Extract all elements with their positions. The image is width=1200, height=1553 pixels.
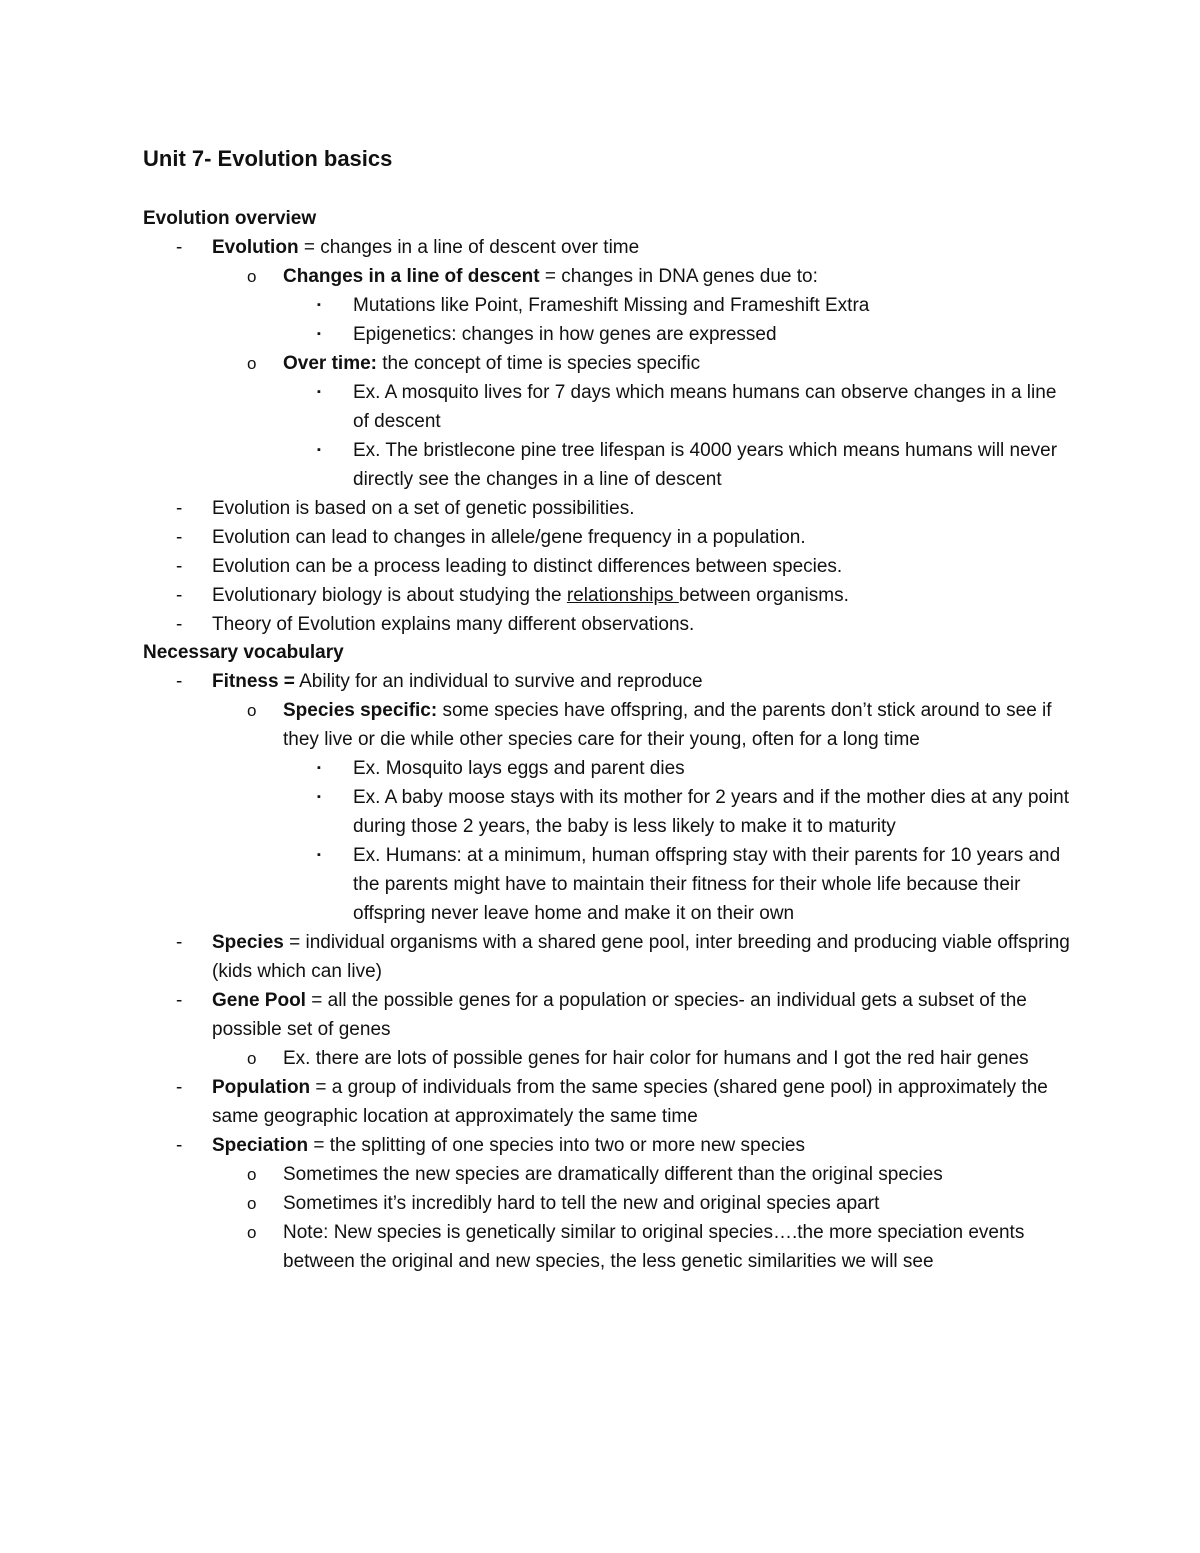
item-text: = all the possible genes for a population or species- an individual gets a subset of the possible set of genes [212,990,1027,1040]
item-text: Sometimes it’s incredibly hard to tell the new and original species apart [283,1193,880,1214]
list-item-level-2 [0,696,1200,754]
underlined-term: relationships [566,585,679,606]
list-item-level-2 [0,1044,1200,1073]
item-text: Ex. Humans: at a minimum, human offspring stay with their parents for 10 years and the parents might have to maintain their fitness for their whole life because their offspring never leave home and make it on their own [353,845,1061,924]
list-item-level-1 [0,233,1200,262]
item-text: Ability for an individual to survive and reproduce [294,671,703,692]
list-item-level-3 [0,783,1200,841]
list-item-level-3 [0,320,1200,349]
item-text: Evolution can lead to changes in allele/gene frequency in a population. [212,527,806,548]
list-item-level-3 [0,291,1200,320]
list-item-level-1 [0,581,1200,610]
dash-bullet-icon: - [176,585,183,606]
list-item-level-1 [0,1131,1200,1160]
square-bullet-icon: ▪ [317,849,321,861]
circle-bullet-icon: o [247,1223,257,1242]
document-title: Unit 7- Evolution basics [143,146,393,171]
square-bullet-icon: ▪ [317,444,321,456]
term-label: Species specific: [283,700,438,721]
square-bullet-icon: ▪ [317,386,321,398]
dash-bullet-icon: - [176,1077,183,1098]
list-item-level-3 [0,436,1200,494]
list-item-level-3 [0,378,1200,436]
item-text: = changes in a line of descent over time [298,237,640,258]
item-text: Evolution can be a process leading to distinct differences between species. [212,556,843,577]
circle-bullet-icon: o [247,354,257,373]
dash-bullet-icon: - [176,990,183,1011]
term-label: Changes in a line of descent [283,266,540,287]
term-label: Over time: [283,353,377,374]
list-item-level-1 [0,986,1200,1044]
item-text: Ex. Mosquito lays eggs and parent dies [353,758,685,779]
section-list-necessary-vocabulary [0,667,1200,1276]
circle-bullet-icon: o [247,1049,257,1068]
item-text: Theory of Evolution explains many different observations. [212,614,695,635]
item-text: Ex. A mosquito lives for 7 days which means humans can observe changes in a line of descent [353,382,1057,432]
list-item-level-1 [0,667,1200,696]
list-item-level-2 [0,1160,1200,1189]
list-item-level-1 [0,928,1200,986]
term-label: Speciation [212,1135,309,1156]
square-bullet-icon: ▪ [317,762,321,774]
circle-bullet-icon: o [247,267,257,286]
term-label: Fitness = [212,671,295,692]
list-item-level-1 [0,610,1200,639]
term-label: Species [212,932,284,953]
dash-bullet-icon: - [176,932,183,953]
section-heading-evolution-overview: Evolution overview [143,208,317,229]
list-item-level-1 [0,552,1200,581]
item-text-continued: between organisms. [678,585,849,606]
dash-bullet-icon: - [176,237,183,258]
section-list-evolution-overview [0,233,1200,639]
term-label: Population [212,1077,311,1098]
item-text: Epigenetics: changes in how genes are expressed [353,324,777,345]
dash-bullet-icon: - [176,527,183,548]
item-text: the concept of time is species specific [376,353,701,374]
dash-bullet-icon: - [176,1135,183,1156]
list-item-level-3 [0,754,1200,783]
term-label: Evolution [212,237,299,258]
item-text: Ex. there are lots of possible genes for hair color for humans and I got the red hair genes [283,1048,1029,1069]
dash-bullet-icon: - [176,556,183,577]
item-text: Ex. A baby moose stays with its mother for 2 years and if the mother dies at any point during those 2 years, the baby is less likely to make it to maturity [353,787,1070,837]
item-text: Ex. The bristlecone pine tree lifespan is 4000 years which means humans will never directly see the changes in a line of descent [353,440,1058,490]
item-text: Note: New species is genetically similar to original species….the more speciation events between the original and new species, the less genetic similarities we will see [283,1222,1025,1272]
item-text: = changes in DNA genes due to: [539,266,818,287]
list-item-level-2 [0,1218,1200,1276]
circle-bullet-icon: o [247,701,257,720]
item-text: Sometimes the new species are dramatically different than the original species [283,1164,943,1185]
section-heading-necessary-vocabulary: Necessary vocabulary [143,642,344,663]
dash-bullet-icon: - [176,614,183,635]
list-item-level-2 [0,1189,1200,1218]
list-item-level-1 [0,523,1200,552]
square-bullet-icon: ▪ [317,328,321,340]
square-bullet-icon: ▪ [317,791,321,803]
square-bullet-icon: ▪ [317,299,321,311]
list-item-level-2 [0,262,1200,291]
item-text: = a group of individuals from the same species (shared gene pool) in approximately the same geographic location at approximately the same time [212,1077,1048,1127]
list-item-level-2 [0,349,1200,378]
item-text: Evolutionary biology is about studying the [212,585,567,606]
term-label: Gene Pool [212,990,306,1011]
item-text: = individual organisms with a shared gene pool, inter breeding and producing viable offspring (kids which can live) [212,932,1070,982]
dash-bullet-icon: - [176,671,183,692]
list-item-level-1 [0,494,1200,523]
list-item-level-3 [0,841,1200,928]
dash-bullet-icon: - [176,498,183,519]
circle-bullet-icon: o [247,1165,257,1184]
item-text: = the splitting of one species into two or more new species [308,1135,805,1156]
circle-bullet-icon: o [247,1194,257,1213]
list-item-level-1 [0,1073,1200,1131]
item-text: Mutations like Point, Frameshift Missing and Frameshift Extra [353,295,870,316]
item-text: Evolution is based on a set of genetic possibilities. [212,498,635,519]
item-text: some species have offspring, and the parents don’t stick around to see if they live or die while other species care for their young, often for a long time [283,700,1052,750]
